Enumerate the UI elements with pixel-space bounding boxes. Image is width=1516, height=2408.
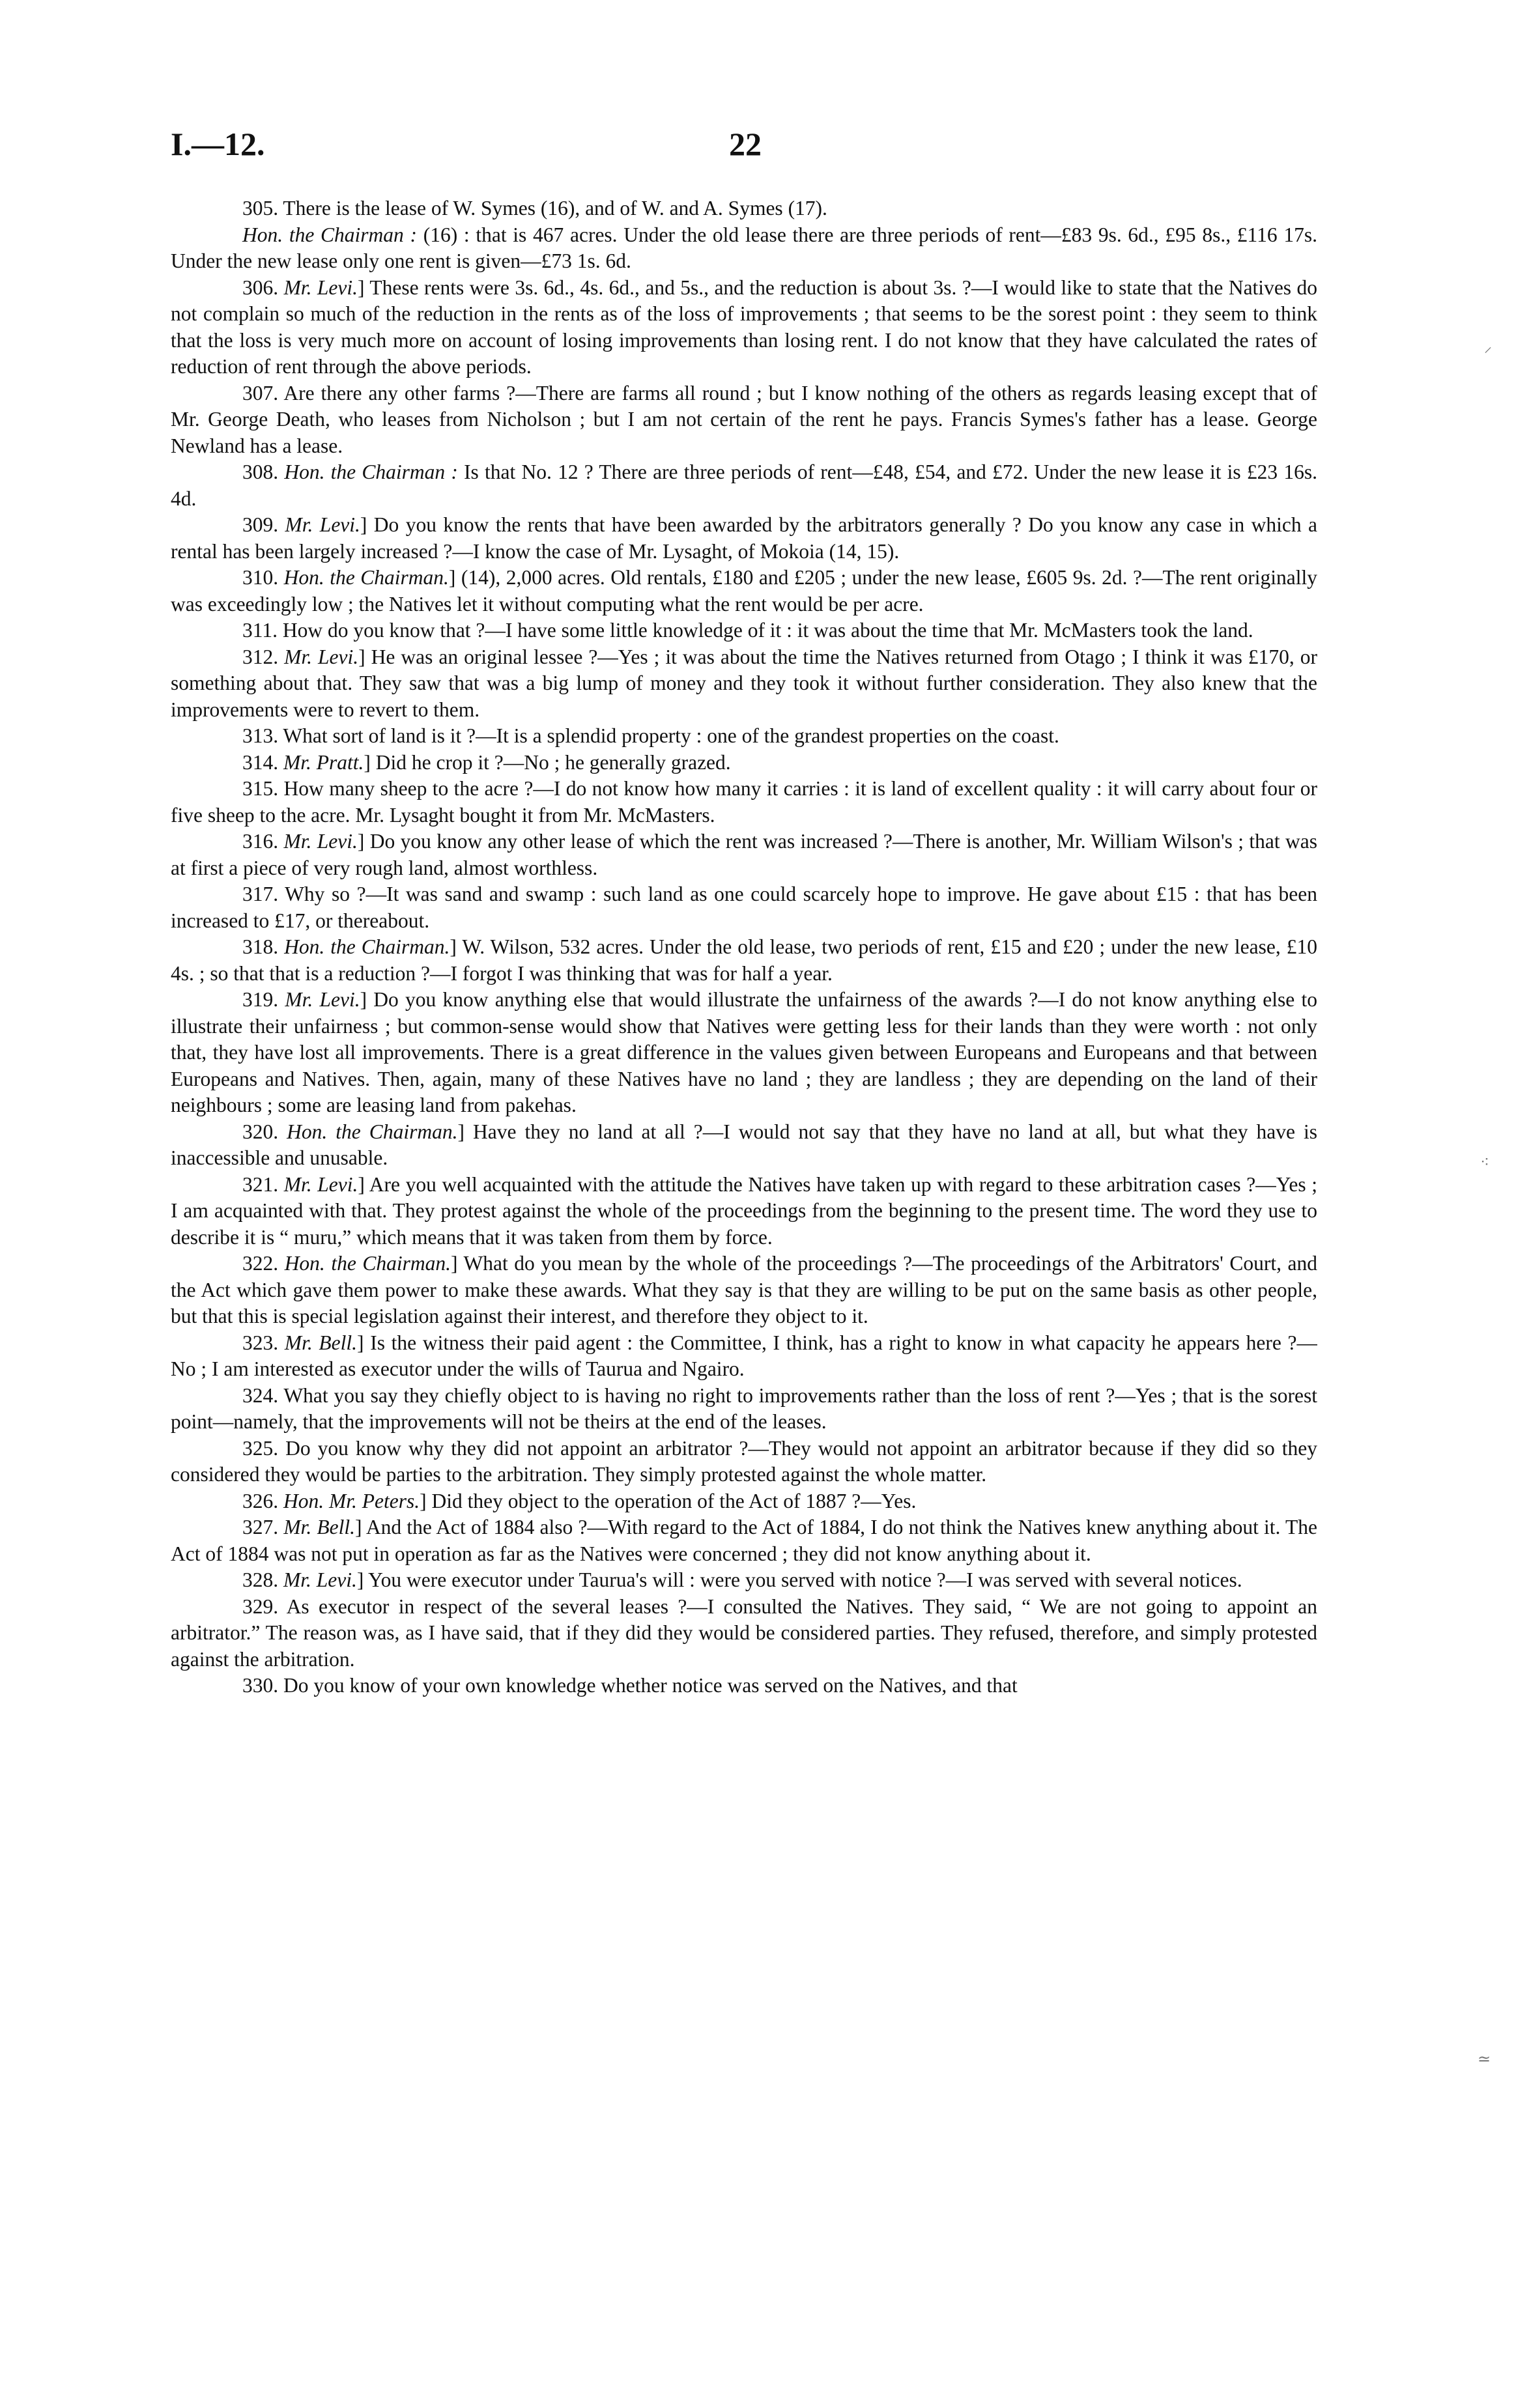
paragraph-324: 324. What you say they chiefly object to is having no right to improvements rather than the loss of rent ?—Yes ; that is the sorest point—namely, that the improvements will not be theirs at the end of the leases. — [171, 1383, 1317, 1433]
paragraph-311: 311. How do you know that ?—I have some little knowledge of it : it was about the time that Mr. McMasters took the land. — [242, 619, 1253, 642]
paragraph-327: 327. Mr. Bell.] And the Act of 1884 also ?—With regard to the Act of 1884, I do not think the Natives knew anything about it. The Act of 1884 was not put in operation as far as the Natives were concerned ; they did not know anything about it. — [171, 1516, 1317, 1565]
paragraph-330: 330. Do you know of your own knowledge whether notice was served on the Natives, and that — [242, 1674, 1018, 1697]
paragraph-315: 315. How many sheep to the acre ?—I do not know how many it carries : it is land of excellent quality : it will carry about four or five sheep to the acre. Mr. Lysaght bought it from Mr. McMasters. — [171, 777, 1317, 827]
paragraph-328: 328. Mr. Levi.] You were executor under Taurua's will : were you served with notice ?—I was served with several notices. — [242, 1568, 1242, 1591]
paragraph-318: 318. Hon. the Chairman.] W. Wilson, 532 acres. Under the old lease, two periods of rent, £15 and £20 ; under the new lease, £10 4s. ; so that that is a reduction ?—I forgot I was thinking that was for half a year. — [171, 935, 1317, 985]
page-body — [171, 195, 1317, 2306]
paragraph-310: 310. Hon. the Chairman.] (14), 2,000 acres. Old rentals, £180 and £205 ; under the new lease, £605 9s. 2d. ?—The rent originally was exceedingly low ; the Natives let it without computing what the rent would be per acre. — [171, 566, 1317, 616]
paragraph-313: 313. What sort of land is it ?—It is a splendid property : one of the grandest properties on the coast. — [242, 724, 1059, 747]
paragraph-316: 316. Mr. Levi.] Do you know any other lease of which the rent was increased ?—There is another, Mr. William Wilson's ; that was at first a piece of very rough land, almost worthless. — [171, 830, 1317, 879]
paragraph-306: 306. Mr. Levi.] These rents were 3s. 6d., 4s. 6d., and 5s., and the reduction is about 3s. ?—I would like to state that the Natives do not complain so much of the reduction in the rents as of the loss of improvements ; that seems to be the sorest point : they seem to think that the loss is very much more on account of losing improvements than losing rent. I do not know that they have calculated the rates of reduction of rent through the above periods. — [171, 276, 1317, 378]
margin-mark-icon: ⸝ — [1484, 337, 1492, 356]
paragraph-320: 320. Hon. the Chairman.] Have they no land at all ?—I would not say that they have no land at all, but what they have is inaccessible and unusable. — [171, 1120, 1317, 1169]
margin-dots-icon: ⁖ — [1480, 1153, 1490, 1171]
paragraph-307: 307. Are there any other farms ?—There are farms all round ; but I know nothing of the others as regards leasing except that of Mr. George Death, who leases from Nicholson ; but I am not certain of the rent he pays. Francis Symes's father has a lease. George Newland has a lease. — [171, 381, 1317, 457]
paragraph-305-chairman: Hon. the Chairman : (16) : that is 467 acres. Under the old lease there are three periods of rent—£83 9s. 6d., £95 8s., £116 17s. Under the new lease only one rent is given—£73 1s. 6d. — [171, 223, 1317, 272]
document-reference: I.—12. — [171, 126, 265, 162]
paragraph-308: 308. Hon. the Chairman : Is that No. 12 ? There are three periods of rent—£48, £54, and £72. Under the new lease it is £23 16s. 4d. — [171, 460, 1317, 510]
paragraph-314: 314. Mr. Pratt.] Did he crop it ?—No ; he generally grazed. — [242, 750, 731, 774]
paragraph-312: 312. Mr. Levi.] He was an original lessee ?—Yes ; it was about the time the Natives returned from Otago ; I think it was £170, or something about that. They saw that was a big lump of money and they took it without further consideration. They also knew that the improvements were to revert to them. — [171, 645, 1317, 721]
page-header — [171, 125, 1317, 171]
paragraph-326: 326. Hon. Mr. Peters.] Did they object to the operation of the Act of 1887 ?—Yes. — [242, 1489, 917, 1512]
paragraph-322: 322. Hon. the Chairman.] What do you mean by the whole of the proceedings ?—The proceedings of the Arbitrators' Court, and the Act which gave them power to make these awards. What they say is that they are willing to be put on the same basis as other people, but that this is special legislation against their interest, and therefore they object to it. — [171, 1252, 1317, 1327]
paragraph-309: 309. Mr. Levi.] Do you know the rents that have been awarded by the arbitrators generally ? Do you know any case in which a rental has been largely increased ?—I know the case of Mr. Lysaght, of Mokoia (14, 15). — [171, 513, 1317, 563]
paragraph-325: 325. Do you know why they did not appoint an arbitrator ?—They would not appoint an arbitrator because if they did so they considered they would be parties to the arbitration. They simply protested against the whole matter. — [171, 1436, 1317, 1486]
paragraph-319: 319. Mr. Levi.] Do you know anything else that would illustrate the unfairness of the awards ?—I do not know anything else to illustrate their unfairness ; but common-sense would show that Natives were getting less for their lands than they were worth : not only that, they have lost all improvements. There is a great difference in the values given between Europeans and Europeans and that between Europeans and Natives. Then, again, many of these Natives have no land ; they are landless ; they are depending on the land of their neighbours ; some are leasing land from pakehas. — [171, 988, 1317, 1116]
paragraph-317: 317. Why so ?—It was sand and swamp : such land as one could scarcely hope to improve. He gave about £15 : that has been increased to £17, or thereabout. — [171, 883, 1317, 932]
paragraph-329: 329. As executor in respect of the several leases ?—I consulted the Natives. They said, “ We are not going to appoint an arbitrator.” The reason was, as I have said, that if they did they would be considered parties. They refused, therefore, and simply protested against the arbitration. — [171, 1594, 1317, 1671]
paragraph-321: 321. Mr. Levi.] Are you well acquainted with the attitude the Natives have taken up with regard to these arbitration cases ?—Yes ; I am acquainted with that. They protest against the whole of the proceedings from the beginning to the present time. The word they use to describe it is “ muru,” which means that it was taken from them by force. — [171, 1172, 1317, 1249]
paragraph-305: 305. There is the lease of W. Symes (16), and of W. and A. Symes (17). — [242, 197, 827, 220]
paragraph-323: 323. Mr. Bell.] Is the witness their paid agent : the Committee, I think, has a right to know in what capacity he appears here ?— No ; I am interested as executor under the wills of Taurua and Ngairo. — [171, 1331, 1317, 1380]
page-number: 22 — [729, 126, 762, 162]
margin-dash-icon: ≃ — [1478, 2050, 1491, 2068]
